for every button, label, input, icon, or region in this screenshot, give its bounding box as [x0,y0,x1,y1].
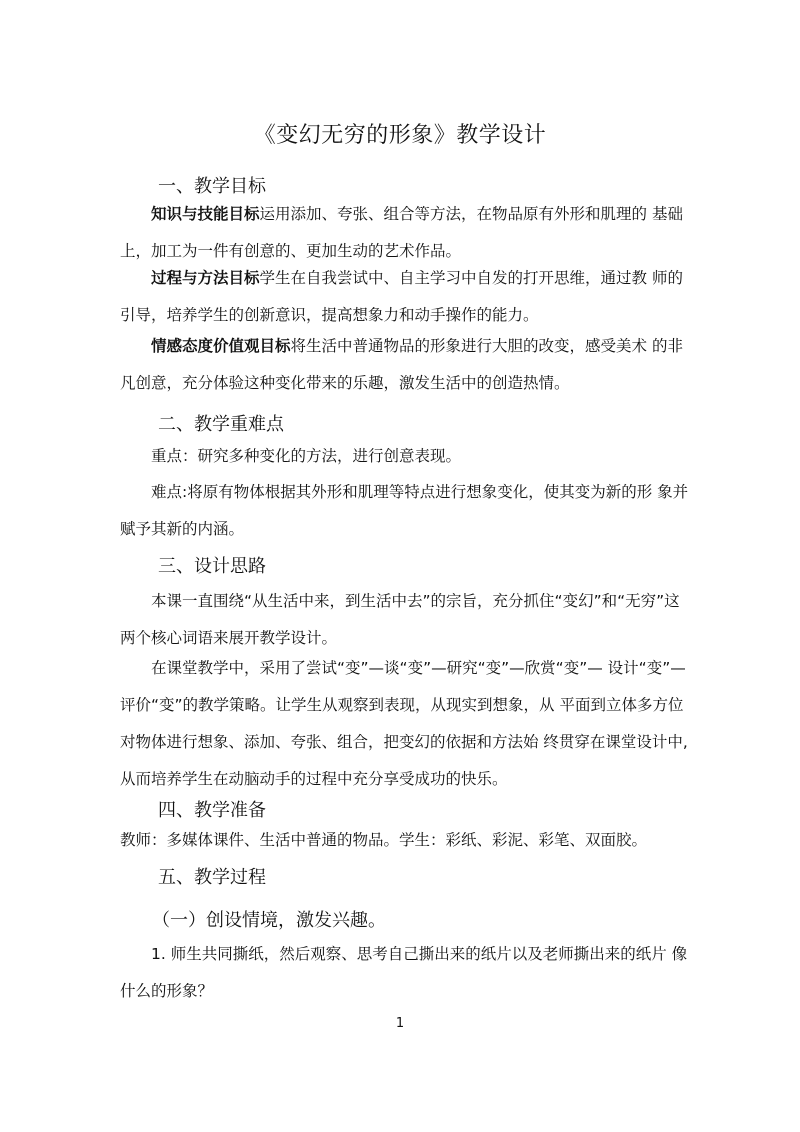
objective-process-paragraph [120,260,695,334]
section-2-heading: 二、教学重难点 [158,414,284,435]
objective-emotion-text: 将生活中普通物品的形象进行大胆的改变，感受美术 的非凡创意，充分体验这种变化带来的乐趣，激发生活中的创造热情。 [120,337,683,392]
design-idea-paragraph-1: 本课一直围绕“从生活中来，到生活中去”的宗旨，充分抓住“变幻”和“无穷”这两个核心词语来展开教学设计。 [120,592,680,647]
section-4-heading: 四、教学准备 [158,800,266,821]
objective-knowledge-paragraph [120,196,695,270]
objective-process-text: 学生在自我尝试中、自主学习中自发的打开思维，通过教 师的引导，培养学生的创新意识，提高想象力和动手操作的能力。 [120,269,683,324]
objective-emotion-paragraph [120,328,695,402]
section-1-heading: 一、教学目标 [158,176,266,197]
document-title: 《变幻无穷的形象》教学设计 [253,123,547,148]
page-number: 1 [395,1016,405,1031]
key-point-paragraph: 重点：研究多种变化的方法，进行创意表现。 [151,447,462,465]
objective-emotion-label: 情感态度价值观目标 [151,337,291,355]
objective-knowledge-text: 运用添加、夸张、组合等方法，在物品原有外形和肌理的 基础上，加工为一件有创意的、更加生动的艺术作品。 [120,205,683,260]
objective-process-label: 过程与方法目标 [151,269,260,287]
design-idea-paragraph-2: 在课堂教学中，采用了尝试“变”—谈“变”—研究“变”—欣赏“变”— 设计“变”—评价“变”的教学策略。让学生从观察到表现，从现实到想象，从 平面到立体多方位对物体进行想象、添加、夸张、组合，把变幻的依据和方法始 终贯穿在课堂设计中,从而培养学生在动脑动手的过程中充分享受成功的快乐。 [120,659,688,788]
process-item-1: 1. 师生共同撕纸，然后观察、思考自己撕出来的纸片以及老师撕出来的纸片 像什么的形象？ [120,945,688,1000]
objective-knowledge-label: 知识与技能目标 [151,205,260,223]
subsection-1-heading: （一）创设情境，激发兴趣。 [152,910,386,931]
section-3-heading: 三、设计思路 [158,556,266,577]
section-5-heading: 五、教学过程 [158,867,266,888]
preparation-paragraph: 教师：多媒体课件、生活中普通的物品。学生：彩纸、彩泥、彩笔、双面胶。 [120,831,648,849]
difficult-point-paragraph: 难点:将原有物体根据其外形和肌理等特点进行想象变化，使其变为新的形 象并赋予其新的内涵。 [120,483,689,538]
